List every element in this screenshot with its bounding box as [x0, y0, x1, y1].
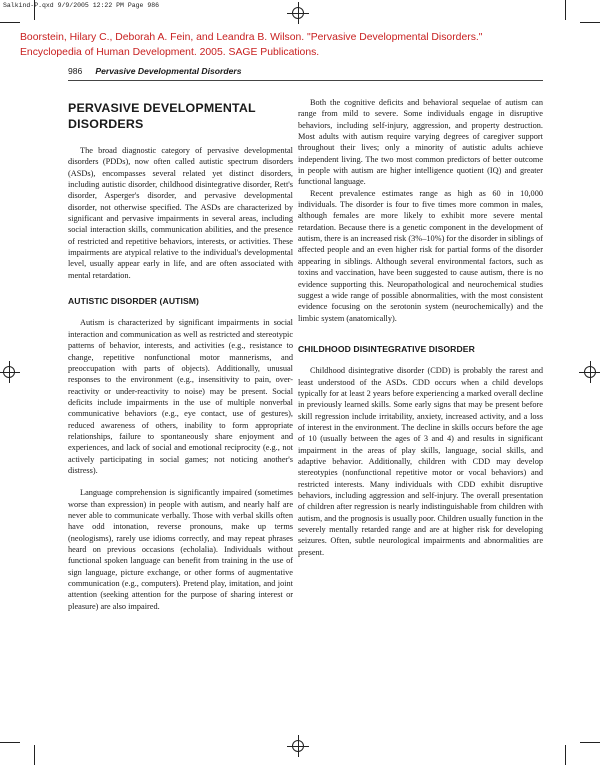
right-column [298, 97, 543, 558]
section-heading-autistic-disorder: AUTISTIC DISORDER (AUTISM) [68, 296, 200, 307]
crop-line [580, 742, 600, 743]
crop-line [0, 742, 20, 743]
intro-paragraph: The broad diagnostic category of pervasive developmental disorders (PDDs), now often called autistic spectrum disorders (ASDs), encompasses several related yet distinct disorders, including autistic disorder, childhood disintegrative disorder, Rett's disorder, Asperger's disorder, and pervasive developmental disorder, not otherwise specified. The ASDs are characterized by significant and pervasive impairments in several areas, including social interaction skills, communication abilities, and the presence of restricted and repetitive behaviors, interests, or activities. These impairments are atypical relative to the individual's developmental level, usually appear early in life, and are often associated with mental retardation. [68, 146, 293, 280]
running-title: Pervasive Developmental Disorders [95, 66, 242, 76]
crop-line [0, 22, 20, 23]
citation-line-1: Boorstein, Hilary C., Deborah A. Fein, and Leandra B. Wilson. "Pervasive Developmental Disorders." [20, 32, 483, 43]
body-paragraph: Recent prevalence estimates range as high as 60 in 10,000 individuals. The disorder is four to five times more common in males, although females are more likely to exhibit more severe mental retardation. Because there is a genetic component in the development of autism, there is an increased risk (3%–10%) for the disorder in siblings of affected people and an even higher risk for partial forms of the disorder appearing in siblings. Although several environmental factors, such as toxins and vaccination, have been suggested to cause autism, there is no evidence supporting this. Neuropathological and neurochemical studies suggest a wide range of possible abnormalities, with the most consistent evidence focusing on the serotonin system (neurochemically) and the limbic system (anatomically). [298, 188, 543, 323]
body-paragraph: Language comprehension is significantly impaired (sometimes worse than expression) in people with autism, and nearly half are never able to communicate verbally. Those with verbal skills often have odd intonation, reverse pronouns, make up terms (neologisms), rarely use idioms correctly, and may repeat phrases heard on previous occasions (echolalia). Individuals without functional spoken language can benefit from training in the use of sign language, picture exchange, or other forms of augmentative communication (e.g., computers). Pretend play, imitation, and joint attention (seeking attention for the purpose of sharing interest or pleasure) are also impaired. [68, 488, 293, 611]
body-paragraph: Autism is characterized by significant impairments in social interaction and communication as well as restricted and stereotypic patterns of behavior, interests, and activities (e.g., resistance to change, repetitive nonfunctional motor mannerisms, and preoccupation with parts of objects). Additionally, unusual responses to the environment (e.g., insensitivity to pain, over-reactivity or under-reactivity to noise) may be present. Social deficits include impairments in the use of multiple nonverbal communicative behaviors (e.g., eye contact, use of gestures), reduced awareness of others, inability to form appropriate relationships, failure to spontaneously share enjoyment and experiences, and lack of social and emotional reciprocity (e.g., not actively participating in social games; not noticing another's distress). [68, 318, 293, 475]
crop-line [34, 745, 35, 765]
file-slug: Salkind-P.qxd 9/9/2005 12:22 PM Page 986 [3, 2, 160, 9]
article-title: PERVASIVE DEVELOPMENTAL DISORDERS [68, 101, 256, 131]
left-column [68, 97, 293, 612]
body-paragraph: Childhood disintegrative disorder (CDD) is probably the rarest and least understood of the ASDs. CDD occurs when a child develops typically for at least 2 years before experiencing a marked overall decline in previously learned skills. Some early signs that may be present before skill regression include irritability, anxiety, increased activity, and a loss of interest in the environment. The decline in skills occurs before the age of 10 (usually between the ages of 3 and 4) and results in significant impairment in the areas of play skills, language, social skills, and adaptive behavior. Additionally, children with CDD may develop stereotypies (nonfunctional repetitive motor or vocal behaviors) and restricted interests. Many individuals with CDD exhibit disruptive behaviors, including aggression and self-injury. The overall presentation of children after regression is nearly indistinguishable from children with autism, and the prognosis is usually poor. Children usually function in the severely mentally retarded range and are at higher risk for developing seizures. Often, subtle neurological impairments and abnormalities are present. [298, 366, 543, 557]
crop-line [565, 0, 566, 20]
page-number: 986 [68, 66, 83, 76]
body-paragraph: Both the cognitive deficits and behavioral sequelae of autism can range from mild to severe. Some individuals engage in disruptive behaviors, including self-injury, aggression, and property destruction. Most adults with autism require varying degrees of caregiver support throughout their lives; only a minority of autistic adults achieve independent living. The two most common predictors of better outcome in people with autism are higher intelligence quotient (IQ) and greater functional language. [298, 98, 543, 187]
citation [20, 31, 580, 60]
crop-line [34, 0, 35, 20]
crop-line [565, 745, 566, 765]
header-rule [68, 80, 543, 81]
section-heading-cdd: CHILDHOOD DISINTEGRATIVE DISORDER [298, 343, 475, 354]
running-head [68, 66, 242, 76]
citation-line-2: Encyclopedia of Human Development. 2005. SAGE Publications. [20, 46, 320, 58]
crop-line [580, 22, 600, 23]
